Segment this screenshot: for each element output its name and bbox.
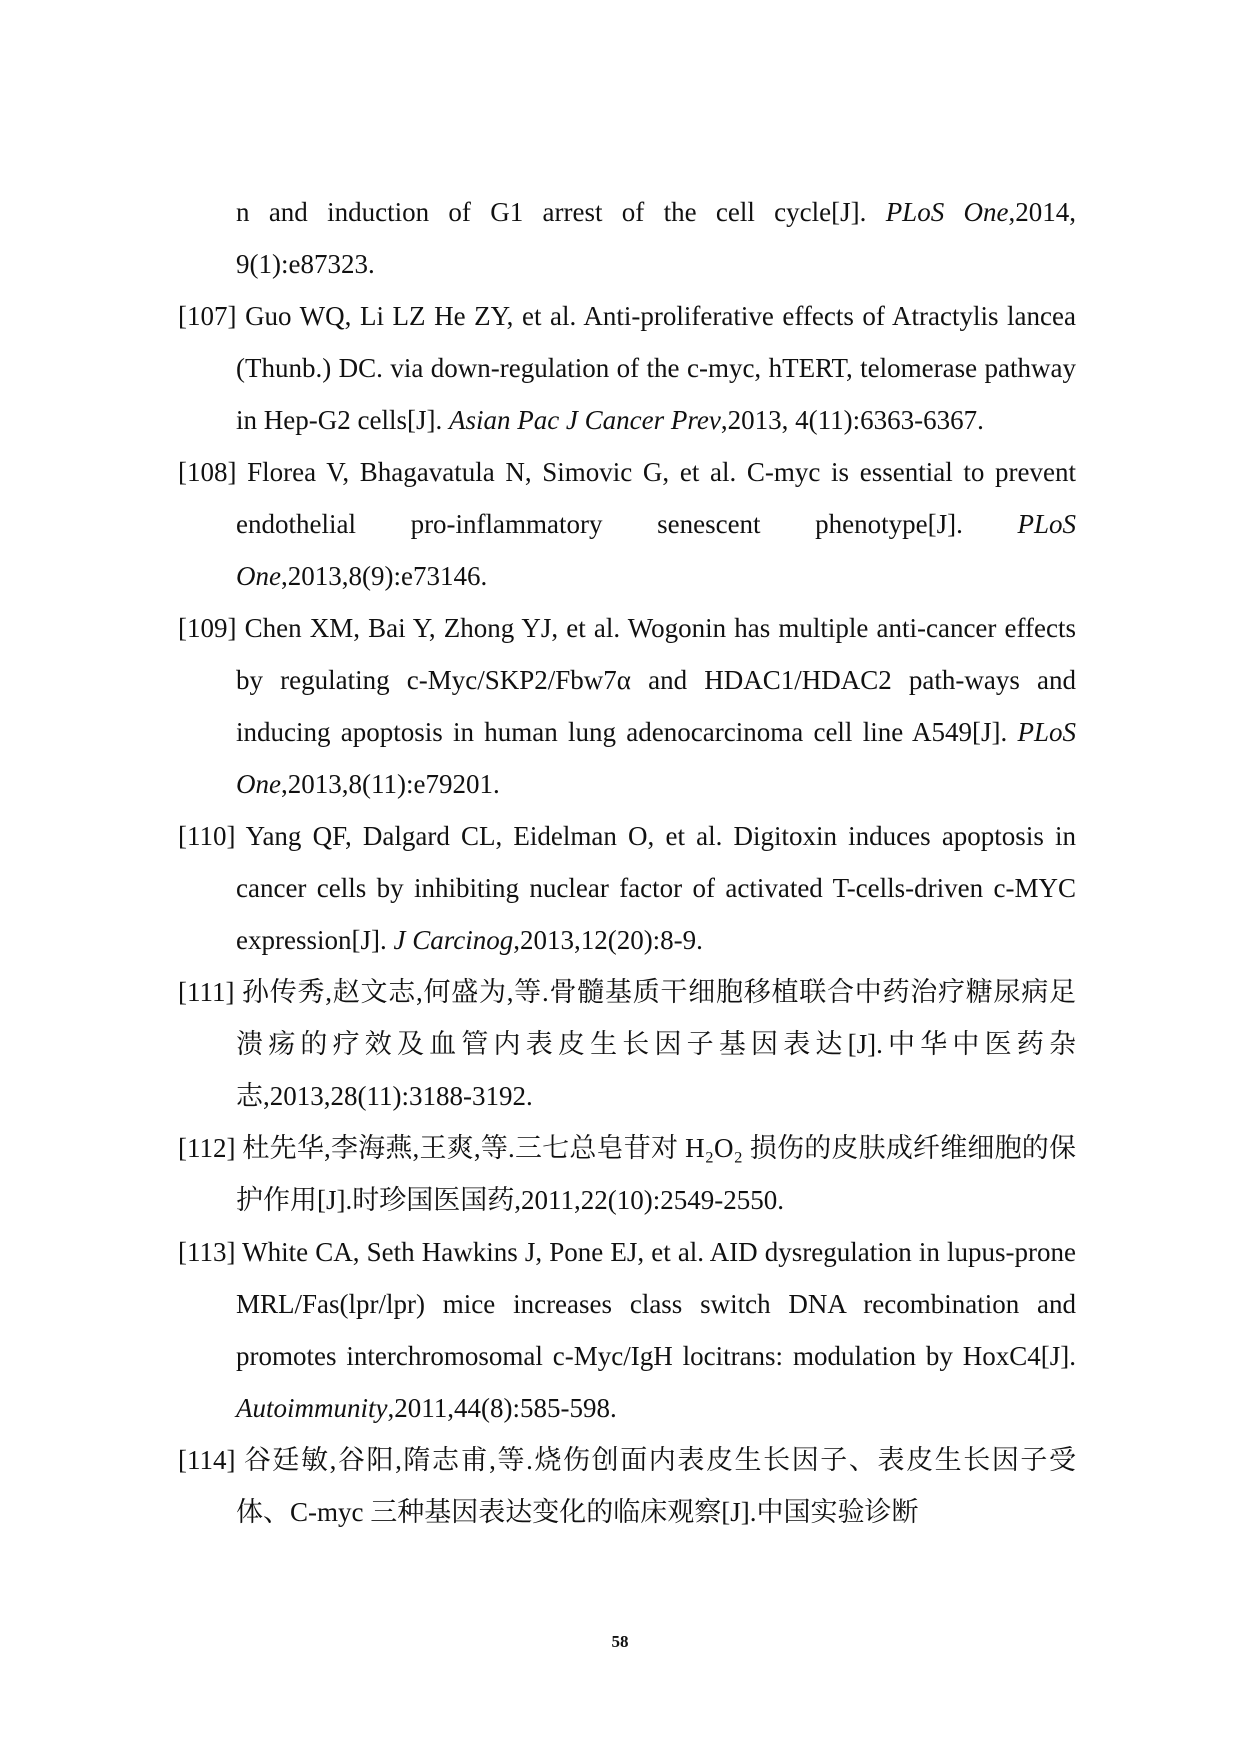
journal-name: PLoS One <box>236 717 1076 799</box>
reference-number: [109] <box>178 613 237 643</box>
reference-text: Florea V, Bhagavatula N, Simovic G, et al. C-myc is essential to prevent endothelial pro-inflammatory senescent phenotype[J]. <box>236 457 1076 539</box>
reference-entry <box>178 1226 1076 1434</box>
reference-text: Guo WQ, Li LZ He ZY, et al. Anti-proliferative effects of Atractylis lancea (Thunb.) DC. via down-regulation of the c-myc, hTERT, telomerase pathway in Hep-G2 cells[J]. <box>236 301 1076 435</box>
reference-text: ,2013, 4(11):6363-6367. <box>720 405 984 435</box>
reference-entry <box>178 1122 1076 1226</box>
reference-text: n and induction of G1 arrest of the cell cycle[J]. <box>236 197 886 227</box>
journal-name: J Carcinog <box>393 925 514 955</box>
journal-name: Asian Pac J Cancer Prev <box>448 405 721 435</box>
page-number: 58 <box>611 1632 629 1651</box>
reference-entry <box>178 446 1076 602</box>
reference-entry <box>178 186 1076 290</box>
reference-entry <box>178 966 1076 1122</box>
reference-text: White CA, Seth Hawkins J, Pone EJ, et al. AID dysregulation in lupus-prone MRL/Fas(lpr/lpr) mice increases class switch DNA recombination and promotes interchromosomal c-Myc/IgH locitrans: modulation by HoxC4[J]. <box>235 1237 1076 1371</box>
reference-list <box>178 186 1076 1538</box>
reference-text: 谷廷敏,谷阳,隋志甫,等.烧伤创面内表皮生长因子、表皮生长因子受体、C-myc 三种基因表达变化的临床观察[J].中国实验诊断 <box>235 1445 1076 1527</box>
reference-text: ,2011,44(8):585-598. <box>387 1393 617 1423</box>
reference-number: [110] <box>178 821 236 851</box>
reference-text: ,2014, 9(1):e87323. <box>236 197 1076 279</box>
reference-entry <box>178 1434 1076 1538</box>
reference-number: [111] <box>178 977 235 1007</box>
reference-number: [108] <box>178 457 237 487</box>
reference-text: ,2013,8(11):e79201. <box>280 769 500 799</box>
reference-entry <box>178 290 1076 446</box>
reference-text: Chen XM, Bai Y, Zhong YJ, et al. Wogonin has multiple anti-cancer effects by regulating c-Myc/SKP2/Fbw7α and HDAC1/HDAC2 path-ways and inducing apoptosis in human lung adenocarcinoma cell line A549[J]. <box>236 613 1076 747</box>
reference-text: ,2013,12(20):8-9. <box>513 925 703 955</box>
journal-name: Autoimmunity <box>236 1393 388 1423</box>
reference-number: [113] <box>178 1237 236 1267</box>
reference-number: [107] <box>178 301 237 331</box>
reference-text: ,2013,8(9):e73146. <box>280 561 488 591</box>
reference-number: [112] <box>178 1133 236 1163</box>
reference-entry <box>178 810 1076 966</box>
reference-number: [114] <box>178 1445 236 1475</box>
reference-text: Yang QF, Dalgard CL, Eidelman O, et al. Digitoxin induces apoptosis in cancer cells by inhibiting nuclear factor of activated T-cells-driven c-MYC expression[J]. <box>235 821 1076 955</box>
reference-text: 孙传秀,赵文志,何盛为,等.骨髓基质干细胞移植联合中药治疗糖尿病足溃疡的疗效及血管内表皮生长因子基因表达[J].中华中医药杂志,2013,28(11):3188-3192. <box>234 977 1076 1111</box>
reference-text: 杜先华,李海燕,王爽,等.三七总皂苷对 H₂O₂ 损伤的皮肤成纤维细胞的保护作用[J].时珍国医国药,2011,22(10):2549-2550. <box>235 1133 1076 1215</box>
journal-name: PLoS One <box>885 197 1009 227</box>
reference-entry <box>178 602 1076 810</box>
journal-name: PLoS One <box>236 509 1076 591</box>
